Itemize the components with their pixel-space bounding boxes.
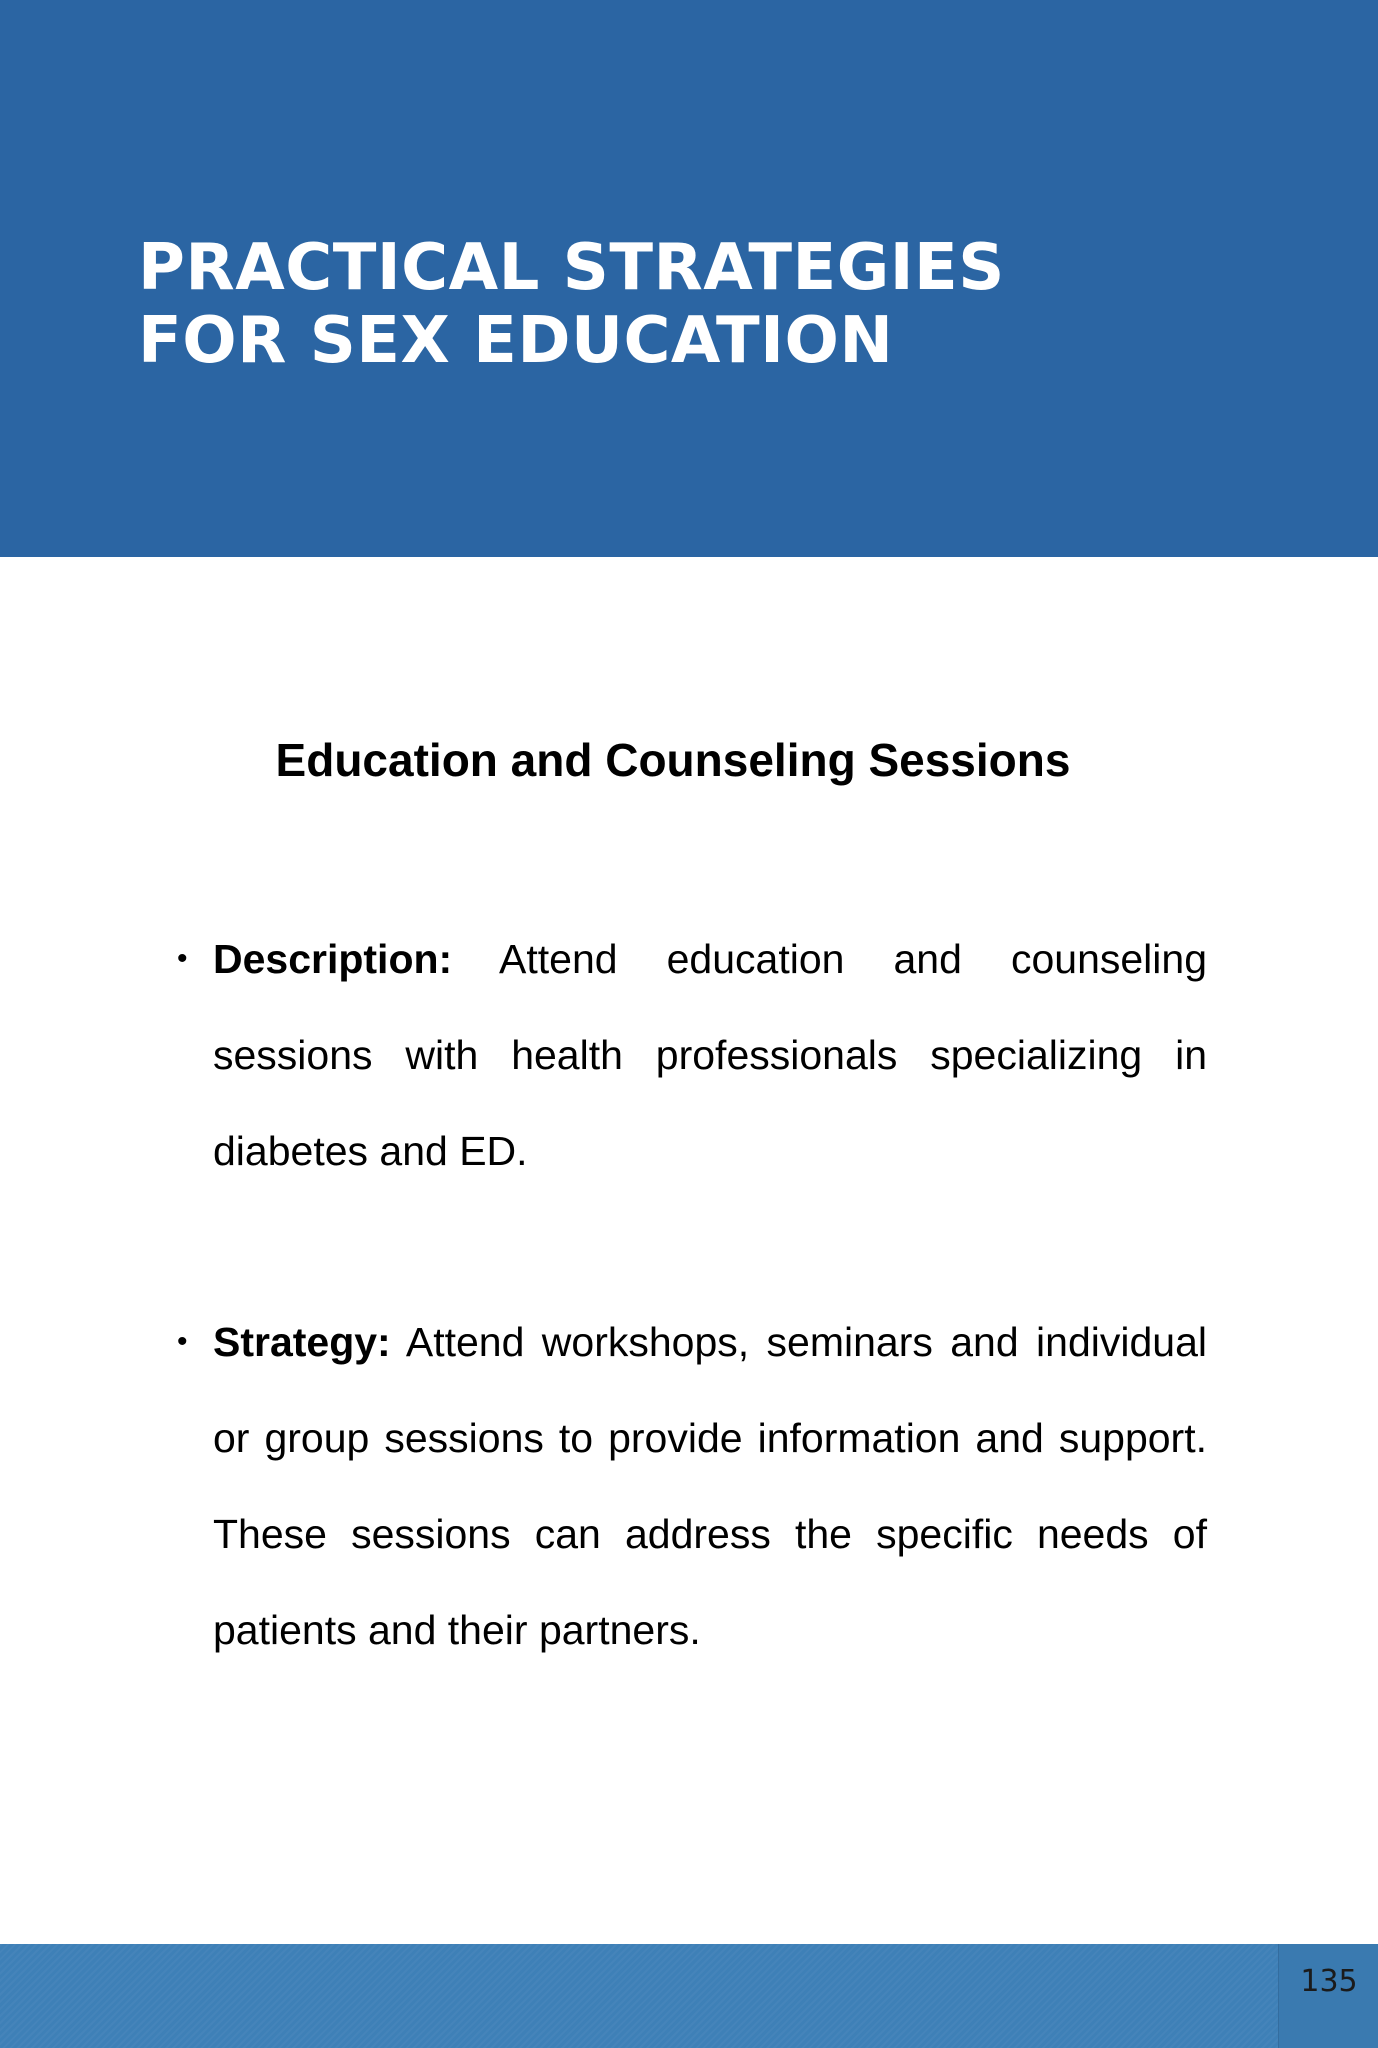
bullet-item-description [177,911,1207,1199]
chapter-title-line-1: PRACTICAL STRATEGIES [138,231,1005,305]
chapter-title-line-2: FOR SEX EDUCATION [138,304,894,378]
chapter-title [138,232,1238,378]
page-number-box [1278,1944,1378,2048]
bullet-term: Strategy: [213,1319,391,1365]
bullet-icon: • [177,942,188,975]
header-band [0,0,1378,557]
bullet-icon: • [177,1325,188,1358]
bullet-text: Attend education and counseling sessions with health professionals specializing in diabetes and ED. [213,936,1207,1174]
bullet-term: Description: [213,936,453,982]
section-heading: Education and Counseling Sessions [275,734,1071,786]
bullet-item-strategy [177,1294,1207,1678]
page-number: 135 [1300,1964,1358,1999]
bullet-text: Attend workshops, seminars and individual or group sessions to provide information and support. These sessions can address the specific needs of patients and their partners. [213,1319,1207,1653]
footer-band [0,1944,1378,2048]
